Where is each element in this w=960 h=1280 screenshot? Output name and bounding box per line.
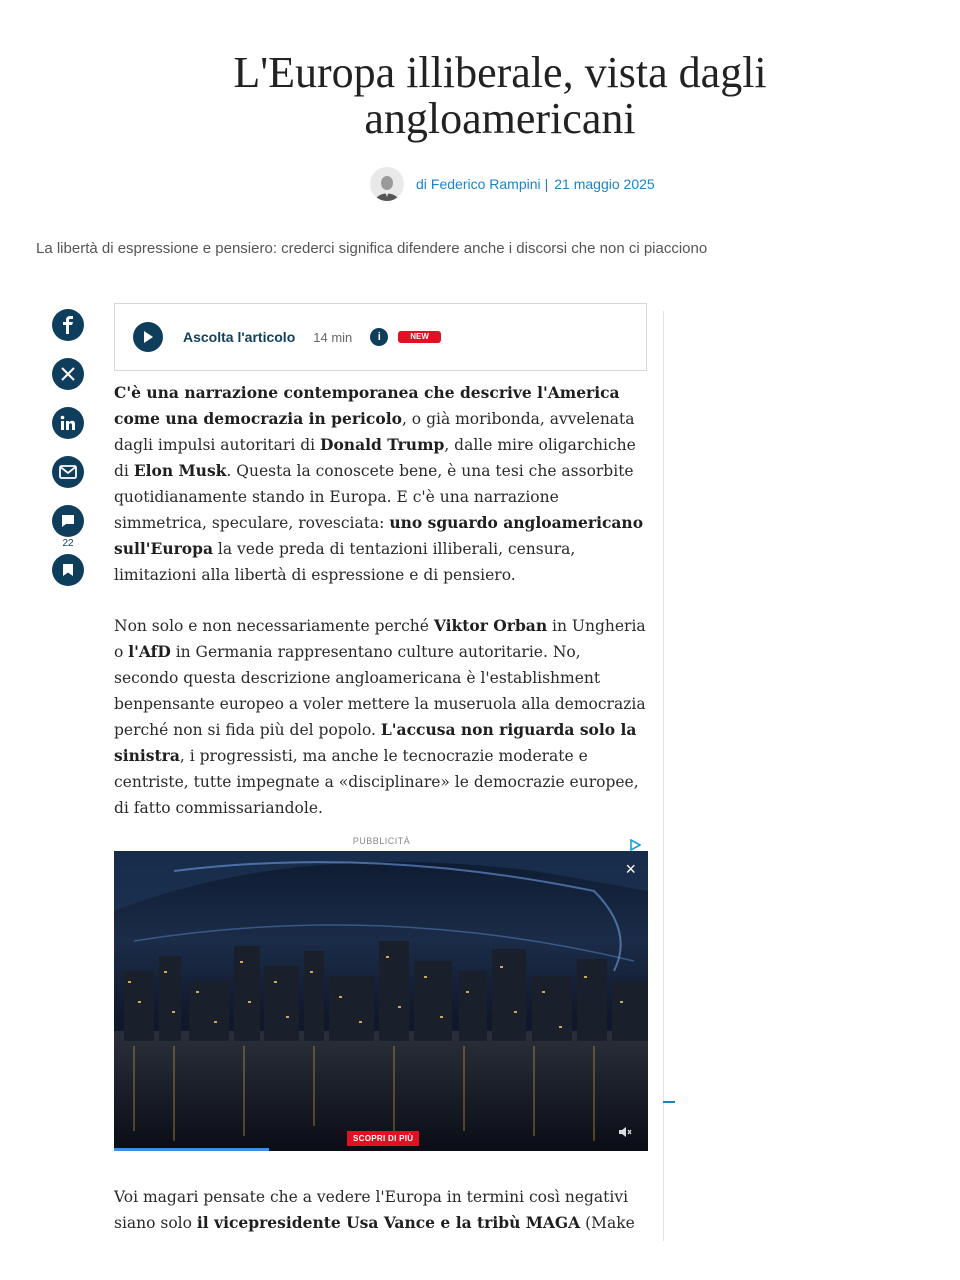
- x-share-button[interactable]: [52, 358, 84, 390]
- comments-button[interactable]: [52, 505, 84, 537]
- text-run: . Questa la conoscete bene, è una tesi che assorbite quotidianamente stando in Europa. E c'è una narrazione simmetrica, speculare, rovesciata:: [114, 462, 634, 532]
- author-avatar[interactable]: [370, 167, 404, 201]
- text-run: (Make: [580, 1214, 635, 1232]
- publish-date: 21 maggio 2025: [554, 176, 655, 192]
- linkedin-share-button[interactable]: [52, 407, 84, 439]
- comment-count: 22: [62, 538, 74, 549]
- bold-text-run: il vicepresidente Usa Vance e la tribù MAGA: [196, 1213, 581, 1232]
- ad-cta-button[interactable]: SCOPRI DI PIÙ: [347, 1131, 419, 1146]
- ad-progress-bar: [114, 1148, 269, 1151]
- article-subtitle: La libertà di espressione e pensiero: crederci significa difendere anche i discorsi che non ci piacciono: [36, 240, 708, 257]
- text-run: in Ungheria o: [114, 617, 646, 661]
- play-button[interactable]: [133, 322, 163, 352]
- bold-text-run: Viktor Orban: [433, 616, 548, 635]
- linkedin-icon: [60, 415, 76, 431]
- share-rail: [50, 309, 86, 603]
- bookmark-icon: [62, 563, 74, 577]
- ad-close-button[interactable]: ×: [625, 859, 636, 879]
- bold-text-run: uno sguardo angloamericano sull'Europa: [114, 513, 644, 558]
- text-run: in Germania rappresentano culture autoritarie. No, secondo questa descrizione angloamericana è l'establishment benpensante europeo a voler mettere la museruola alla democrazia perché non si fida più del popolo.: [114, 643, 646, 739]
- audio-label[interactable]: Ascolta l'articolo: [183, 329, 296, 345]
- mute-icon[interactable]: [618, 1123, 632, 1142]
- article-paragraph-1: [114, 380, 649, 588]
- new-badge: NEW: [398, 331, 441, 343]
- byline: [370, 166, 655, 202]
- bold-text-run: Elon Musk: [133, 461, 227, 480]
- ad-video[interactable]: [114, 851, 648, 1151]
- comment-icon: [60, 513, 76, 529]
- text-run: Non solo e non necessariamente perché: [114, 617, 434, 635]
- author-portrait-icon: [372, 171, 402, 201]
- author-link[interactable]: Federico Rampini: [430, 176, 541, 192]
- byline-separator: |: [544, 176, 549, 192]
- facebook-share-button[interactable]: [52, 309, 84, 341]
- bookmark-button[interactable]: [52, 554, 84, 586]
- email-share-button[interactable]: [52, 456, 84, 488]
- bold-text-run: l'AfD: [128, 642, 171, 661]
- bold-text-run: L'accusa non riguarda solo la sinistra: [114, 720, 637, 765]
- ad-video-frame: [114, 851, 648, 1151]
- text-run: , o già moribonda, avvelenata dagli impulsi autoritari di: [114, 410, 635, 454]
- mail-icon: [59, 465, 77, 479]
- text-run: , dalle mire oligarchiche di: [114, 436, 636, 480]
- x-icon: [60, 366, 76, 382]
- audio-player: [114, 303, 647, 371]
- bold-text-run: Donald Trump: [320, 435, 445, 454]
- sidebar-marker: [663, 1101, 675, 1103]
- article-paragraph-3: [114, 1184, 649, 1236]
- audio-duration: 14 min: [313, 329, 353, 345]
- text-run: , i progressisti, ma anche le tecnocrazie moderate e centriste, tutte impegnate a «disciplinare» le democrazie europee, di fatto commissariandole.: [114, 747, 639, 817]
- play-icon: [142, 330, 154, 344]
- info-icon[interactable]: i: [370, 328, 388, 346]
- text-run: Voi magari pensate che a vedere l'Europa in termini così negativi siano solo: [114, 1188, 629, 1232]
- bold-text-run: C'è una narrazione contemporanea che descrive l'America come una democrazia in pericolo: [114, 383, 620, 428]
- byline-prefix: di: [416, 176, 427, 192]
- article-title: L'Europa illiberale, vista dagli angloamericani: [233, 48, 767, 143]
- ad-label: PUBBLICITÀ: [352, 836, 411, 846]
- article-paragraph-2: [114, 613, 649, 821]
- text-run: la vede preda di tentazioni illiberali, censura, limitazioni alla libertà di espressione e di pensiero.: [114, 540, 576, 584]
- facebook-icon: [60, 316, 76, 334]
